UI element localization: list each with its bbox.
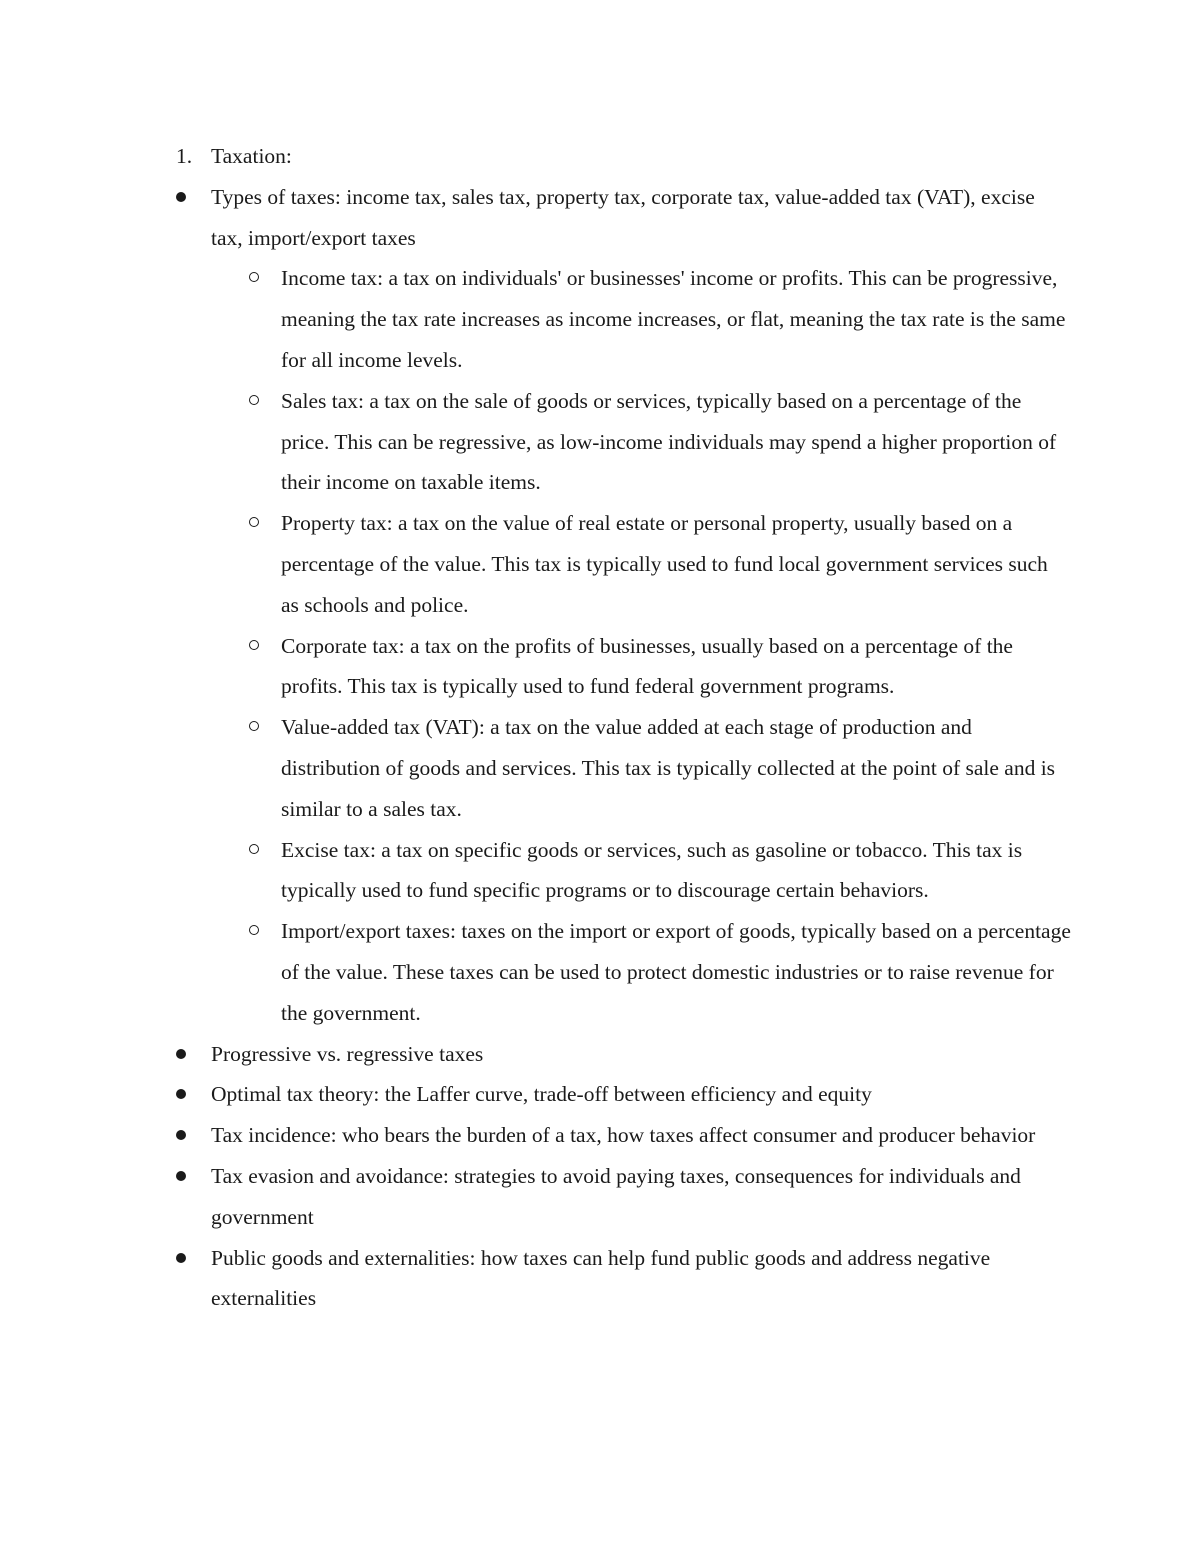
filled-bullet-icon — [176, 1253, 186, 1263]
bullet-item-public-goods — [176, 1238, 1071, 1320]
sub-item-text: Sales tax: a tax on the sale of goods or services, typically based on a percentage of the price. This can be regressive, as low-income individuals may spend a higher proportion of their income on taxable items. — [281, 388, 1057, 495]
sub-item-sales-tax — [211, 381, 1071, 503]
heading-title: Taxation: — [211, 144, 292, 168]
bullet-item-optimal-tax-theory — [176, 1074, 1071, 1115]
filled-bullet-icon — [176, 1049, 186, 1059]
sub-item-text: Import/export taxes: taxes on the import or export of goods, typically based on a percentage of the value. These taxes can be used to protect domestic industries or to raise revenue for the government. — [281, 919, 1071, 1025]
filled-bullet-icon — [176, 1089, 186, 1099]
bullet-text: Types of taxes: income tax, sales tax, property tax, corporate tax, value-added tax (VAT), excise tax, import/export taxes — [211, 184, 1035, 250]
sub-item-import-export-taxes — [211, 911, 1071, 1033]
sub-item-corporate-tax — [211, 626, 1071, 708]
sub-item-income-tax — [211, 258, 1071, 380]
hollow-bullet-icon — [249, 272, 259, 282]
bullet-text: Progressive vs. regressive taxes — [211, 1041, 484, 1066]
sub-item-vat — [211, 707, 1071, 829]
hollow-bullet-icon — [249, 721, 259, 731]
hollow-bullet-icon — [249, 925, 259, 935]
section-heading — [176, 136, 1076, 177]
sub-item-text: Income tax: a tax on individuals' or businesses' income or profits. This can be progressive, meaning the tax rate increases as income increases, or flat, meaning the tax rate is the same for all income levels. — [281, 266, 1066, 372]
sub-item-text: Excise tax: a tax on specific goods or services, such as gasoline or tobacco. This tax is typically used to fund specific programs or to discourage certain behaviors. — [281, 837, 1023, 903]
document-content — [176, 136, 1076, 1319]
bullet-text: Optimal tax theory: the Laffer curve, trade-off between efficiency and equity — [211, 1082, 872, 1107]
heading-number: 1. — [176, 144, 193, 168]
sub-item-property-tax — [211, 503, 1071, 625]
bullet-item-types-of-taxes — [176, 177, 1071, 1034]
hollow-bullet-icon — [249, 844, 259, 854]
bullet-list — [176, 177, 1076, 1319]
hollow-bullet-icon — [249, 395, 259, 405]
sub-item-excise-tax — [211, 830, 1071, 912]
sub-bullet-list — [211, 258, 1071, 1033]
bullet-text: Tax evasion and avoidance: strategies to avoid paying taxes, consequences for individuals and government — [211, 1163, 1021, 1229]
filled-bullet-icon — [176, 1171, 186, 1181]
filled-bullet-icon — [176, 1130, 186, 1140]
sub-item-text: Corporate tax: a tax on the profits of businesses, usually based on a percentage of the profits. This tax is typically used to fund federal government programs. — [281, 633, 1013, 699]
bullet-item-tax-evasion — [176, 1156, 1071, 1238]
hollow-bullet-icon — [249, 640, 259, 650]
hollow-bullet-icon — [249, 517, 259, 527]
sub-item-text: Property tax: a tax on the value of real estate or personal property, usually based on a percentage of the value. This tax is typically used to fund local government services such as schools and police. — [281, 511, 1048, 617]
bullet-text: Tax incidence: who bears the burden of a tax, how taxes affect consumer and producer behavior — [211, 1123, 1036, 1148]
bullet-item-tax-incidence — [176, 1115, 1071, 1156]
bullet-text: Public goods and externalities: how taxes can help fund public goods and address negative externalities — [211, 1245, 991, 1311]
sub-item-text: Value-added tax (VAT): a tax on the value added at each stage of production and distribution of goods and services. This tax is typically collected at the point of sale and is similar to a sales tax. — [281, 715, 1056, 821]
bullet-item-progressive-vs-regressive — [176, 1034, 1071, 1075]
filled-bullet-icon — [176, 192, 186, 202]
